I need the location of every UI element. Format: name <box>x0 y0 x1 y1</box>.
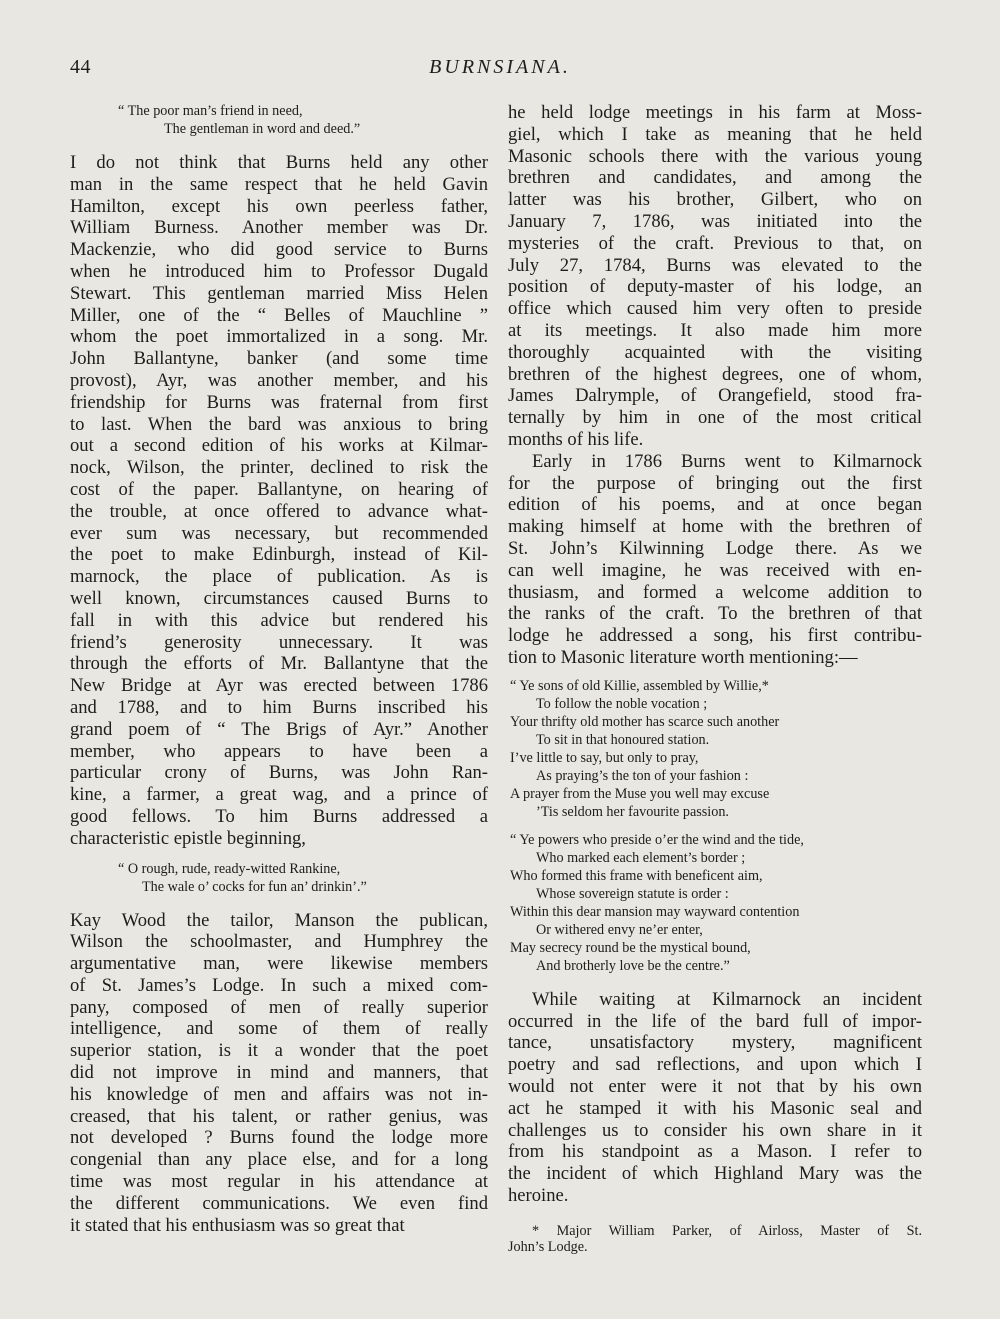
text-line: Masonic schools there with the various young <box>508 145 922 167</box>
text-line: thusiasm, and formed a welcome addition to <box>508 581 922 603</box>
text-line: I do not think that Burns held any other <box>70 152 488 173</box>
text-line: well known, circumstances caused Burns to <box>70 587 488 609</box>
footnote <box>508 1223 922 1255</box>
text-line: Stewart. This gentleman married Miss Helen <box>70 282 488 304</box>
paragraph-kilmarnock <box>508 451 922 669</box>
text-line: poetry and sad reflections, and upon which I <box>508 1054 922 1076</box>
text-line: creased, that his talent, or rather genius, was <box>70 1105 488 1127</box>
verse-line: “ Ye powers who preside o’er the wind and the tide, <box>510 831 804 848</box>
page-number: 44 <box>70 56 91 78</box>
text-line: giel, which I take as meaning that he held <box>508 123 922 145</box>
text-line: from his standpoint as a Mason. I refer to <box>508 1141 922 1163</box>
text-line: edition of his poems, and at once began <box>508 494 922 516</box>
text-line: superior station, is it a wonder that the poet <box>70 1040 488 1062</box>
text-line: brethren and candidates, and among the <box>508 167 922 189</box>
text-line: whom the poet immortalized in a song. Mr. <box>70 326 488 348</box>
verse-line: As praying’s the ton of your fashion : <box>536 767 749 784</box>
text-line: through the efforts of Mr. Ballantyne that the <box>70 653 488 675</box>
text-line: tance, unsatisfactory mystery, magnificent <box>508 1032 922 1054</box>
text-line: thoroughly acquainted with the visiting <box>508 341 922 363</box>
text-line: ternally by him in one of the most critical <box>508 407 922 429</box>
paragraph-gavin-hamilton <box>70 152 488 850</box>
poem-stanza-2 <box>510 831 922 975</box>
text-line: While waiting at Kilmarnock an incident <box>532 988 922 1010</box>
paragraph-mossgiel <box>508 102 922 451</box>
paragraph-st-james-lodge <box>70 910 488 1237</box>
verse-line: “ Ye sons of old Killie, assembled by Willie,* <box>510 677 769 694</box>
verse-line: To follow the noble vocation ; <box>536 695 708 712</box>
text-line: fall in with this advice but rendered his <box>70 609 488 631</box>
footnote-line: * Major William Parker, of Airloss, Master of St. <box>532 1222 922 1239</box>
verse-line: The wale o’ cocks for fun an’ drinkin’.” <box>142 878 367 895</box>
right-column <box>508 102 922 1255</box>
footnote-line: John’s Lodge. <box>508 1238 588 1255</box>
text-line: position of deputy-master of his lodge, an <box>508 276 922 298</box>
verse-line: And brotherly love be the centre.” <box>536 957 730 974</box>
text-line: not developed ? Burns found the lodge more <box>70 1127 488 1149</box>
text-line: provost), Ayr, was another member, and his <box>70 369 488 391</box>
text-line: office which caused him very often to preside <box>508 298 922 320</box>
left-column <box>70 102 488 1236</box>
verse-line: ’Tis seldom her favourite passion. <box>536 803 729 820</box>
verse-line: “ O rough, rude, ready-witted Rankine, <box>118 860 341 877</box>
text-line: member, who appears to have been a <box>70 740 488 762</box>
page-header <box>0 56 1000 86</box>
text-line: friend’s generosity unnecessary. It was <box>70 631 488 653</box>
text-line: January 7, 1786, was initiated into the <box>508 210 922 232</box>
text-line: tion to Masonic literature worth mentioning:— <box>508 646 858 668</box>
text-line: James Dalrymple, of Orangefield, stood fra- <box>508 385 922 407</box>
text-line: good fellows. To him Burns addressed a <box>70 805 488 827</box>
text-line: St. John’s Kilwinning Lodge there. As we <box>508 537 922 559</box>
text-line: pany, composed of men of really superior <box>70 996 488 1018</box>
text-line: he held lodge meetings in his farm at Moss- <box>508 102 922 123</box>
text-line: Kay Wood the tailor, Manson the publican, <box>70 909 488 931</box>
text-line: did not improve in mind and manners, that <box>70 1062 488 1084</box>
verse-line: Or withered envy ne’er enter, <box>536 921 703 938</box>
text-line: Wilson the schoolmaster, and Humphrey the <box>70 931 488 953</box>
text-line: the ranks of the craft. To the brethren of that <box>508 603 922 625</box>
text-line: brethren of the highest degrees, one of whom, <box>508 363 922 385</box>
text-line: heroine. <box>508 1184 569 1206</box>
text-line: Hamilton, except his own peerless father, <box>70 195 488 217</box>
text-line: time was most regular in his attendance at <box>70 1171 488 1193</box>
verse-line: Within this dear mansion may wayward contention <box>510 903 800 920</box>
text-line: Miller, one of the “ Belles of Mauchline ” <box>70 304 488 326</box>
text-line: act he stamped it with his Masonic seal and <box>508 1097 922 1119</box>
text-line: for the purpose of bringing out the first <box>508 472 922 494</box>
quote-poor-mans-friend <box>118 102 488 138</box>
text-line: grand poem of “ The Brigs of Ayr.” Another <box>70 718 488 740</box>
verse-line: “ The poor man’s friend in need, <box>118 103 303 119</box>
text-line: it stated that his enthusiasm was so great that <box>70 1214 405 1236</box>
text-line: the incident of which Highland Mary was the <box>508 1163 922 1185</box>
text-line: kine, a farmer, a great wag, and a prince of <box>70 784 488 806</box>
running-title: BURNSIANA. <box>429 56 571 78</box>
text-line: man in the same respect that he held Gavin <box>70 173 488 195</box>
text-line: latter was his brother, Gilbert, who on <box>508 189 922 211</box>
quote-rankine <box>118 860 488 896</box>
text-line: out a second edition of his works at Kilmar- <box>70 435 488 457</box>
text-line: to last. When the bard was anxious to bring <box>70 413 488 435</box>
text-line: John Ballantyne, banker (and some time <box>70 348 488 370</box>
text-line: of St. James’s Lodge. In such a mixed com- <box>70 974 488 996</box>
text-line: months of his life. <box>508 428 644 450</box>
text-line: argumentative man, were likewise members <box>70 953 488 975</box>
text-line: when he introduced him to Professor Dugald <box>70 260 488 282</box>
text-line: particular crony of Burns, was John Ran- <box>70 762 488 784</box>
verse-line: Your thrifty old mother has scarce such another <box>510 713 780 730</box>
text-line: the poet to make Edinburgh, instead of Kil- <box>70 544 488 566</box>
verse-line: Who marked each element’s border ; <box>536 849 746 866</box>
text-line: William Burness. Another member was Dr. <box>70 217 488 239</box>
text-line: intelligence, and some of them of really <box>70 1018 488 1040</box>
text-line: the trouble, at once offered to advance what- <box>70 500 488 522</box>
verse-line: Who formed this frame with beneficent aim, <box>510 867 763 884</box>
text-line: friendship for Burns was fraternal from first <box>70 391 488 413</box>
verse-line: I’ve little to say, but only to pray, <box>510 749 699 766</box>
verse-line: To sit in that honoured station. <box>536 731 710 748</box>
text-line: ever sum was necessary, but recommended <box>70 522 488 544</box>
poem-stanza-1 <box>510 677 922 821</box>
text-line: and 1788, and to him Burns inscribed his <box>70 696 488 718</box>
verse-line: May secrecy round be the mystical bound, <box>510 939 751 956</box>
text-line: lodge he addressed a song, his first contribu- <box>508 625 922 647</box>
text-line: mysteries of the craft. Previous to that, on <box>508 232 922 254</box>
paragraph-highland-mary <box>508 989 922 1207</box>
text-line: congenial than any place else, and for a long <box>70 1149 488 1171</box>
text-line: New Bridge at Ayr was erected between 1786 <box>70 675 488 697</box>
text-line: marnock, the place of publication. As is <box>70 566 488 588</box>
text-line: the different communications. We even find <box>70 1192 488 1214</box>
text-line: can well imagine, he was received with en- <box>508 559 922 581</box>
text-line: occurred in the life of the bard full of impor- <box>508 1010 922 1032</box>
text-line: cost of the paper. Ballantyne, on hearing of <box>70 478 488 500</box>
verse-line: A prayer from the Muse you well may excuse <box>510 785 770 802</box>
verse-line: Whose sovereign statute is order : <box>536 885 729 902</box>
text-line: characteristic epistle beginning, <box>70 827 306 849</box>
text-line: his knowledge of men and affairs was not in- <box>70 1083 488 1105</box>
text-line: would not enter were it not that by his own <box>508 1075 922 1097</box>
text-line: Early in 1786 Burns went to Kilmarnock <box>532 450 922 472</box>
text-line: July 27, 1784, Burns was elevated to the <box>508 254 922 276</box>
text-line: nock, Wilson, the printer, declined to risk the <box>70 457 488 479</box>
verse-line: The gentleman in word and deed.” <box>164 121 361 137</box>
text-line: Mackenzie, who did good service to Burns <box>70 239 488 261</box>
text-line: challenges us to consider his own share in it <box>508 1119 922 1141</box>
text-line: at its meetings. It also made him more <box>508 319 922 341</box>
text-line: making himself at home with the brethren of <box>508 516 922 538</box>
